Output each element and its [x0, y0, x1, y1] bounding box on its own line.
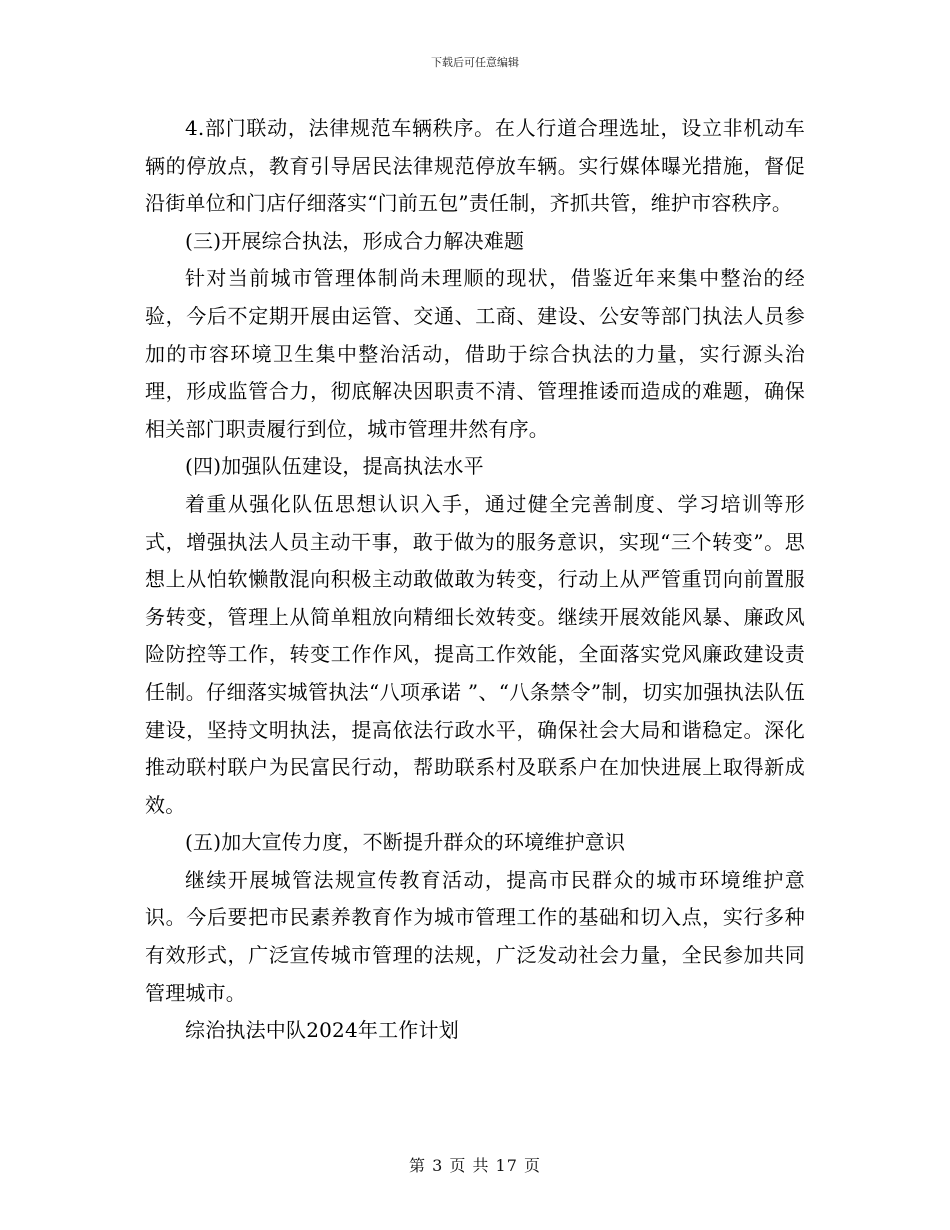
- paragraph-department-linkage: 4.部门联动，法律规范车辆秩序。在人行道合理选址，设立非机动车辆的停放点，教育引导居民法律规范停放车辆。实行媒体曝光措施，督促沿街单位和门店仔细落实“门前五包”责任制，齐抓共管，维护市容秩序。: [145, 116, 805, 216]
- paragraph-publicity: 继续开展城管法规宣传教育活动，提高市民群众的城市环境维护意识。今后要把市民素养教育作为城市管理工作的基础和切入点，实行多种有效形式，广泛宣传城市管理的法规，广泛发动社会力量，全民参加共同管理城市。: [145, 867, 805, 1005]
- page-number-footer: 第 3 页 共 17 页: [409, 1156, 541, 1175]
- document-body: [145, 110, 805, 1050]
- section-heading-3: (三)开展综合执法，形成合力解决难题: [185, 228, 525, 253]
- paragraph-comprehensive-enforcement: 针对当前城市管理体制尚未理顺的现状，借鉴近年来集中整治的经验，今后不定期开展由运管、交通、工商、建设、公安等部门执法人员参加的市容环境卫生集中整治活动，借助于综合执法的力量，实行源头治理，形成监管合力，彻底解决因职责不清、管理推诿而造成的难题，确保相关部门职责履行到位，城市管理井然有序。: [145, 266, 805, 441]
- paragraph-team-building: 着重从强化队伍思想认识入手，通过健全完善制度、学习培训等形式，增强执法人员主动干事，敢于做为的服务意识，实现“三个转变”。思想上从怕软懒散混向积极主动敢做敢为转变，行动上从严管重罚向前置服务转变，管理上从简单粗放向精细长效转变。继续开展效能风暴、廉政风险防控等工作，转变工作作风，提高工作效能，全面落实党风廉政建设责任制。仔细落实城管执法“八项承诺 ”、“八条禁令”制，切实加强执法队伍建设，坚持文明执法，提高依法行政水平，确保社会大局和谐稳定。深化推动联村联户为民富民行动，帮助联系村及联系户在加快进展上取得新成效。: [145, 491, 805, 817]
- section-heading-5: (五)加大宣传力度，不断提升群众的环境维护意识: [185, 830, 626, 855]
- next-document-title: 综治执法中队2024年工作计划: [185, 1018, 459, 1043]
- section-heading-4: (四)加强队伍建设，提高执法水平: [185, 454, 484, 479]
- page-header-note: 下载后可任意编辑: [431, 56, 519, 69]
